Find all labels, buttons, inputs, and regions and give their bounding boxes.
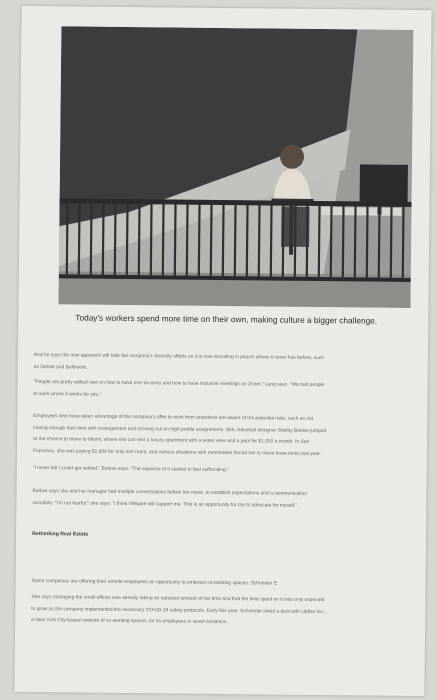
paragraph-5 (32, 486, 422, 513)
paragraph-line: having enough face time with management and missing out on high-profile assignments. Still, industrial designer Shelby Barlow jumped (33, 425, 327, 434)
paragraph-line: to work where it works for you." (33, 391, 102, 398)
paragraph-line: Barlow says she and her manager had multiple conversations before her move, to establish expectations and a communication (32, 489, 308, 497)
paragraph-line: She says managing the small offices was already taking an outsized amount of her time and that the time spent on it was only expected (31, 595, 325, 604)
paragraph-line: Some companies are offering their remote employees an opportunity to embrace co-working spaces. Schneider E (31, 579, 278, 587)
paragraph-line: to grow as the company implemented the necessary COVID-19 safety protocols. Early this year, Schneider inked a deal with Upflex Inc., (31, 606, 326, 615)
office-balcony-photo (58, 26, 413, 308)
paragraph-3 (33, 411, 423, 461)
photo-caption: Today's workers spend more time on their own, making culture a bigger challenge. (75, 312, 378, 326)
paragraph-line: as Detroit and Baltimore. (33, 364, 88, 371)
paragraph-line: a New York City-based network of co-working spaces, for its employees in seven locations. (31, 618, 228, 626)
document-page (14, 6, 431, 696)
paragraph-line: at the chance to move to Miami, where she can rent a luxury apartment with a water view and a pool for $1,550 a month. In San (33, 437, 310, 445)
paragraph-2 (33, 377, 423, 404)
paragraph-4 (33, 463, 423, 479)
paragraph-line: Employees who have taken advantage of the company's offer to work from anywhere are aware of the potential risks, such as not (33, 414, 314, 422)
paragraph-line: "People are pretty skilled now on how to have one-on-ones and how to have inclusive meetings on Zoom," Lang says. "We told people (33, 380, 325, 389)
paragraph-line: Francisco, she was paying $1,600 for only one room, and various situations with roommates forced her to move three times last year. (32, 448, 321, 457)
paragraph-7 (31, 592, 421, 631)
paragraph-6 (32, 576, 422, 592)
photo-illustration (58, 26, 413, 308)
paragraph-line: And he says the new approach will help the company's diversity efforts as it is now recruiting in places where it never has before, such (33, 353, 325, 362)
paragraph-line: "I never felt I could get settled," Barlow says. "The expense of it started to feel suffocating." (32, 466, 229, 474)
section-heading: Rethinking Real Estate (32, 531, 89, 538)
paragraph-line: schedule. "I'm not fearful," she says. "I think VMware will support me. This is an opportunity for me to advocate for myself." (32, 500, 298, 509)
paragraph-1 (34, 350, 424, 377)
